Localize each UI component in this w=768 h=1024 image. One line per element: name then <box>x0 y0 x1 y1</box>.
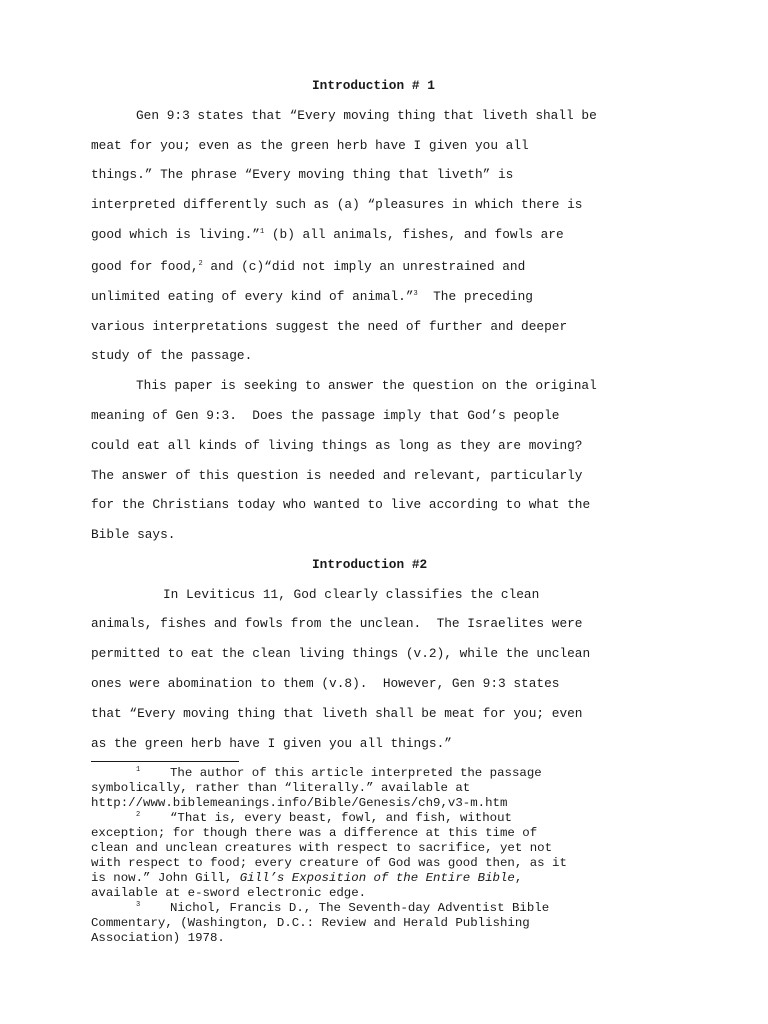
text-run: good which is living.” <box>91 227 260 242</box>
footnote-ref-3: 3 <box>413 290 418 298</box>
footnote-ref-2: 2 <box>198 260 203 268</box>
paragraph-line: animals, fishes and fowls from the unclean. The Israelites were <box>91 616 583 631</box>
paragraph-line <box>91 289 533 305</box>
text-run: The preceding <box>417 289 533 304</box>
paragraph-line: In Leviticus 11, God clearly classifies the clean <box>163 587 540 602</box>
paragraph-line: as the green herb have I given you all things.” <box>91 736 452 751</box>
footnote-2-line: clean and unclean creatures with respect to sacrifice, yet not <box>91 841 553 855</box>
introduction-2-heading: Introduction #2 <box>312 557 428 572</box>
paragraph-line: for the Christians today who wanted to live according to what the <box>91 497 591 512</box>
text-run: (b) all animals, fishes, and fowls are <box>264 227 564 242</box>
paragraph-line <box>91 227 564 243</box>
paragraph-line: permitted to eat the clean living things (v.2), while the unclean <box>91 646 591 661</box>
footnote-1-line <box>136 766 542 781</box>
footnote-2-line: exception; for though there was a difference at this time of <box>91 826 538 840</box>
footnote-3-line: Commentary, (Washington, D.C.: Review and Herald Publishing <box>91 916 530 930</box>
footnote-1-url: http://www.biblemeanings.info/Bible/Genesis/ch9,v3-m.htm <box>91 796 508 810</box>
paragraph-line: could eat all kinds of living things as long as they are moving? <box>91 438 583 453</box>
paragraph-line: various interpretations suggest the need of further and deeper <box>91 319 568 334</box>
footnote-2-line: with respect to food; every creature of God was good then, as it <box>91 856 567 870</box>
footnote-ref-1: 1 <box>259 228 265 236</box>
footnote-3-line: Association) 1978. <box>91 931 225 945</box>
text-run: Nichol, Francis D., The Seventh-day Adventist Bible <box>169 901 550 915</box>
footnote-1-line: symbolically, rather than “literally.” available at <box>91 781 471 795</box>
text-run: unlimited eating of every kind of animal.” <box>91 289 414 304</box>
paragraph-line: things.” The phrase “Every moving thing that liveth” is <box>91 167 514 182</box>
footnote-separator <box>91 761 239 762</box>
footnote-number: 3 <box>136 901 141 909</box>
footnote-number: 2 <box>136 811 141 819</box>
text-run: good for food, <box>91 259 199 274</box>
footnote-3-line <box>136 901 549 916</box>
paragraph-line: study of the passage. <box>91 348 253 363</box>
paragraph-line <box>91 259 525 275</box>
paragraph-line: The answer of this question is needed and relevant, particularly <box>91 468 583 483</box>
paragraph-line: Gen 9:3 states that “Every moving thing that liveth shall be <box>136 108 597 123</box>
footnote-2-line <box>91 871 522 886</box>
text-run: is now.” John Gill, <box>91 871 240 885</box>
text-run: “That is, every beast, fowl, and fish, without <box>169 811 512 825</box>
introduction-1-heading: Introduction # 1 <box>312 78 435 93</box>
footnote-2-line: available at e-sword electronic edge. <box>91 886 367 900</box>
text-run: and (c)“did not imply an unrestrained and <box>202 259 526 274</box>
footnote-2-line <box>136 811 512 826</box>
paragraph-line: ones were abomination to them (v.8). However, Gen 9:3 states <box>91 676 560 691</box>
book-title: Gill’s Exposition of the Entire Bible <box>239 871 515 885</box>
text-run: , <box>514 871 523 885</box>
paragraph-line: Bible says. <box>91 527 176 542</box>
footnote-number: 1 <box>136 766 141 774</box>
paragraph-line: This paper is seeking to answer the question on the original <box>136 378 597 393</box>
paragraph-line: that “Every moving thing that liveth shall be meat for you; even <box>91 706 583 721</box>
paragraph-line: meaning of Gen 9:3. Does the passage imply that God’s people <box>91 408 560 423</box>
text-run: The author of this article interpreted the passage <box>169 766 542 780</box>
paragraph-line: meat for you; even as the green herb have I given you all <box>91 138 529 153</box>
paragraph-line: interpreted differently such as (a) “pleasures in which there is <box>91 197 583 212</box>
